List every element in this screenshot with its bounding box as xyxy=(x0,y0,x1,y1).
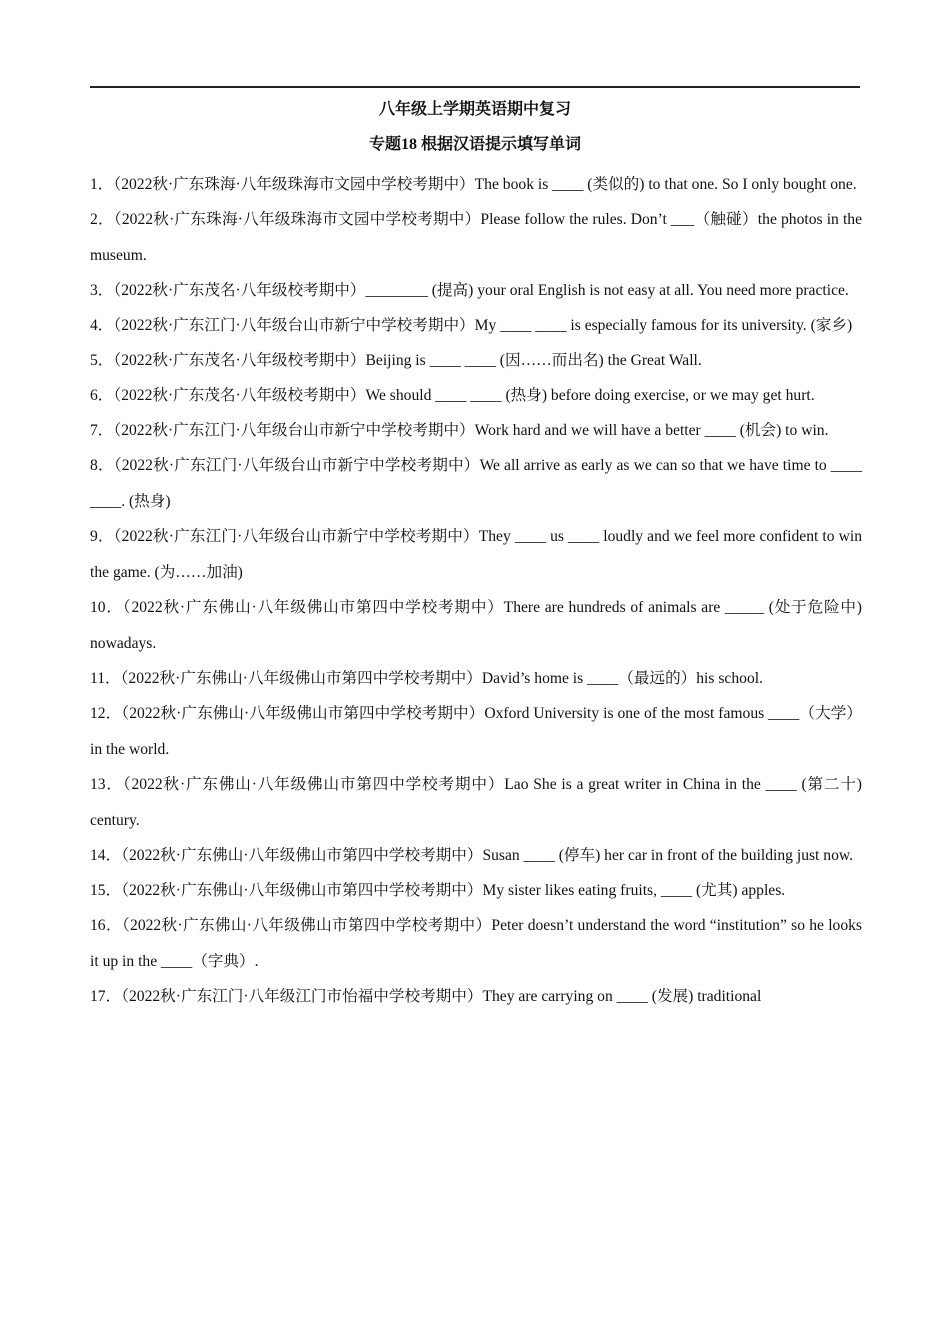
question-text: There are hundreds of animals are _____ (处于危险中) nowadays. xyxy=(90,599,862,652)
question-number: 1． xyxy=(90,176,114,193)
question-text: Susan ____ (停车) her car in front of the building just now. xyxy=(482,847,854,864)
question-4 xyxy=(90,308,862,344)
question-8 xyxy=(90,448,862,520)
question-source: （2022秋·广东江门·八年级台山市新宁中学校考期中） xyxy=(113,528,479,545)
question-text: ________ (提高) your oral English is not easy at all. You need more practice. xyxy=(365,282,849,299)
question-text: David’s home is ____（最远的）his school. xyxy=(481,670,763,687)
question-text: We all arrive as early as we can so that we have time to ____ ____. (热身) xyxy=(90,457,862,510)
page-subtitle: 专题18 根据汉语提示填写单词 xyxy=(368,136,581,153)
question-10 xyxy=(90,590,862,662)
question-source: （2022秋·广东佛山·八年级佛山市第四中学校考期中） xyxy=(122,599,504,616)
question-text: The book is ____ (类似的) to that one. So I only bought one. xyxy=(474,176,857,193)
top-rule xyxy=(90,86,860,88)
question-15 xyxy=(90,873,862,909)
question-number: 13． xyxy=(90,776,123,793)
question-source: （2022秋·广东江门·八年级江门市怡福中学校考期中） xyxy=(121,988,483,1005)
question-text: My sister likes eating fruits, ____ (尤其) apples. xyxy=(482,882,786,899)
question-number: 17． xyxy=(90,988,122,1005)
question-source: （2022秋·广东佛山·八年级佛山市第四中学校考期中） xyxy=(121,847,483,864)
question-source: （2022秋·广东佛山·八年级佛山市第四中学校考期中） xyxy=(121,705,485,722)
question-text: Lao She is a great writer in China in the ____ (第二十) century. xyxy=(90,776,862,829)
question-number: 6． xyxy=(90,387,114,404)
question-6 xyxy=(90,378,862,414)
question-source: （2022秋·广东珠海·八年级珠海市文园中学校考期中） xyxy=(113,211,481,228)
question-number: 12． xyxy=(90,705,122,722)
question-list xyxy=(90,167,862,1014)
question-text: Oxford University is one of the most famous ____（大学）in the world. xyxy=(90,705,863,758)
question-number: 3． xyxy=(90,282,114,299)
question-source: （2022秋·广东珠海·八年级珠海市文园中学校考期中） xyxy=(113,176,475,193)
question-12 xyxy=(90,696,862,768)
question-source: （2022秋·广东茂名·八年级校考期中） xyxy=(113,352,366,369)
question-number: 8． xyxy=(90,457,114,474)
question-number: 2． xyxy=(90,211,114,228)
question-17 xyxy=(90,979,862,1015)
question-source: （2022秋·广东江门·八年级台山市新宁中学校考期中） xyxy=(113,457,480,474)
question-number: 5． xyxy=(90,352,114,369)
question-source: （2022秋·广东茂名·八年级校考期中） xyxy=(113,282,366,299)
question-2 xyxy=(90,202,862,274)
page-title: 八年级上学期英语期中复习 xyxy=(378,101,571,118)
question-source: （2022秋·广东佛山·八年级佛山市第四中学校考期中） xyxy=(121,882,483,899)
question-number: 4． xyxy=(90,317,114,334)
question-source: （2022秋·广东佛山·八年级佛山市第四中学校考期中） xyxy=(121,917,492,934)
question-number: 7． xyxy=(90,422,114,439)
question-11 xyxy=(90,661,862,697)
question-3 xyxy=(90,273,862,309)
question-text: Beijing is ____ ____ (因……而出名) the Great Wall. xyxy=(365,352,702,369)
question-source: （2022秋·广东江门·八年级台山市新宁中学校考期中） xyxy=(113,317,475,334)
question-1 xyxy=(90,167,862,203)
question-number: 14． xyxy=(90,847,122,864)
question-number: 11． xyxy=(90,670,121,687)
question-source: （2022秋·广东佛山·八年级佛山市第四中学校考期中） xyxy=(122,776,505,793)
question-number: 15． xyxy=(90,882,122,899)
question-text: They ____ us ____ loudly and we feel more confident to win the game. (为……加油) xyxy=(90,528,862,581)
question-number: 9． xyxy=(90,528,114,545)
question-source: （2022秋·广东佛山·八年级佛山市第四中学校考期中） xyxy=(120,670,482,687)
question-14 xyxy=(90,838,862,874)
question-text: Work hard and we will have a better ____ (机会) to win. xyxy=(474,422,829,439)
question-source: （2022秋·广东茂名·八年级校考期中） xyxy=(113,387,366,404)
question-9 xyxy=(90,519,862,591)
question-5 xyxy=(90,343,862,379)
question-number: 10． xyxy=(90,599,123,616)
question-source: （2022秋·广东江门·八年级台山市新宁中学校考期中） xyxy=(113,422,475,439)
question-text: Please follow the rules. Don’t ___（触碰）the photos in the museum. xyxy=(90,211,862,264)
question-text: My ____ ____ is especially famous for its university. (家乡) xyxy=(474,317,853,334)
question-13 xyxy=(90,767,862,839)
question-7 xyxy=(90,413,862,449)
question-text: We should ____ ____ (热身) before doing exercise, or we may get hurt. xyxy=(365,387,815,404)
question-16 xyxy=(90,908,862,980)
question-number: 16． xyxy=(90,917,122,934)
question-text: They are carrying on ____ (发展) traditional xyxy=(482,988,762,1005)
question-text: Peter doesn’t understand the word “institution” so he looks it up in the ____（字典）. xyxy=(90,917,862,970)
